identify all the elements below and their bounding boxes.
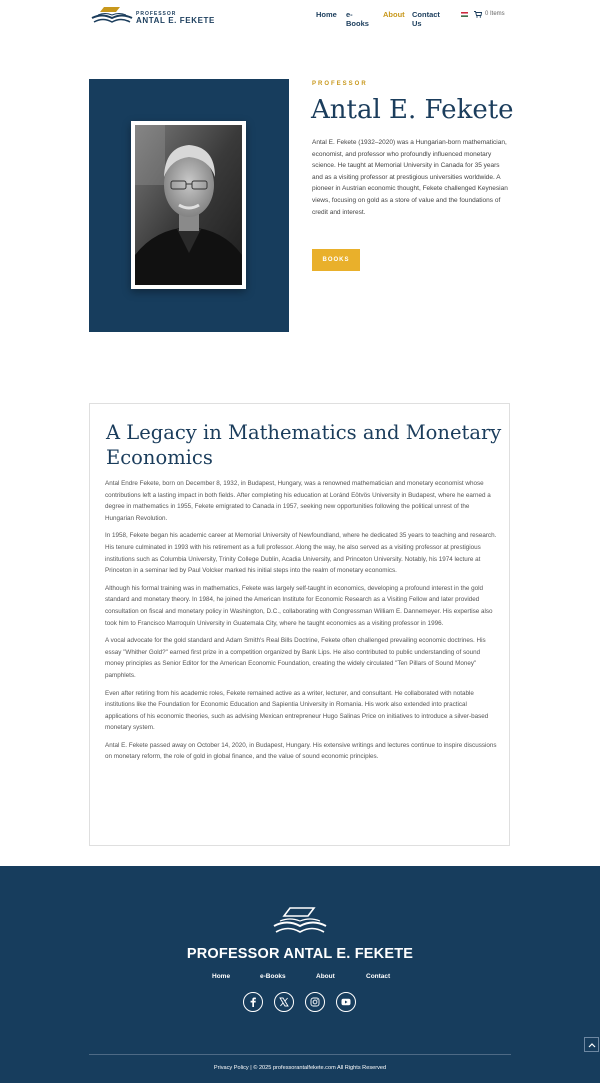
- footer-legal: [0, 1065, 600, 1071]
- legacy-paragraph: Although his formal training was in mathematics, Fekete was largely self-taught in economics, developing a profound interest in the gold standard and monetary theory. In 1984, he joined the American Institute for Economic Research as a Visiting Fellow and later provided consultation on fiscal and monetary policy in Washington, D.C., collaborating with Congressman William E. Dannemeyer. His expertise also took him to Francisco Marroquín University in Guatemala City, where he taught economics as a visiting professor in 1996.: [105, 584, 493, 627]
- footer-nav-home[interactable]: Home: [212, 973, 231, 980]
- back-to-top-button[interactable]: [584, 1037, 599, 1052]
- youtube-icon[interactable]: [336, 992, 356, 1012]
- nav-contact-us[interactable]: Contact Us: [412, 10, 440, 28]
- footer-nav-contact[interactable]: Contact: [366, 973, 391, 980]
- legacy-title: A Legacy in Mathematics and Monetary Economics: [106, 421, 502, 469]
- legacy-paragraph: A vocal advocate for the gold standard and Adam Smith's Real Bills Doctrine, Fekete often challenged prevailing economic doctrines. His essay "Whither Gold?" earned first prize in a competition organized by Bank Lips. He also contributed to public understanding of sound money principles as Senior Editor for the American Economic Foundation, creating the widely circulated "Ten Pillars of Sound Money" pamphlets.: [105, 637, 486, 679]
- legacy-body: [105, 478, 499, 769]
- footer-brand: PROFESSOR ANTAL E. FEKETE: [186, 946, 414, 962]
- privacy-policy-link[interactable]: Privacy Policy: [213, 1065, 249, 1071]
- legacy-card: [89, 403, 510, 846]
- footer-book-logo-icon[interactable]: [270, 904, 330, 938]
- hero-eyebrow: PROFESSOR: [312, 81, 368, 87]
- nav-ebooks[interactable]: e-Books: [346, 10, 369, 28]
- portrait-frame: [131, 121, 246, 289]
- footer-nav-ebooks[interactable]: e-Books: [260, 973, 286, 980]
- facebook-icon[interactable]: [243, 992, 263, 1012]
- chevron-up-icon: [588, 1042, 596, 1048]
- site-footer: [0, 866, 600, 1083]
- instagram-icon[interactable]: [305, 992, 325, 1012]
- site-logo[interactable]: [90, 4, 220, 26]
- legacy-paragraph: Antal E. Fekete passed away on October 14, 2020, in Budapest, Hungary. His extensive writings and lectures continue to inspire discussions on monetary reform, the role of gold in global finance, and the value of sound economic principles.: [105, 741, 497, 761]
- nav-about[interactable]: About: [383, 10, 405, 19]
- legacy-paragraph: Even after retiring from his academic roles, Fekete remained active as a writer, lecturer, and consultant. He collaborated with notable institutions like the Foundation for Economic Education and Sapientia University in Romania. His work also extended into practical applications of his economic theories, such as advising Mexican entrepreneur Hugo Salinas Price on initiatives to introduce a silver-based monetary system.: [105, 689, 489, 732]
- site-header: [0, 0, 600, 32]
- logo-name: ANTAL E. FEKETE: [136, 16, 215, 25]
- portrait-photo: [135, 125, 242, 285]
- footer-nav-about[interactable]: About: [316, 973, 335, 980]
- cart-count[interactable]: 0 Items: [485, 11, 505, 17]
- nav-home[interactable]: Home: [316, 10, 337, 19]
- logo-eyebrow: PROFESSOR: [136, 11, 177, 17]
- book-logo-icon: [90, 4, 134, 26]
- cart-icon[interactable]: [474, 11, 482, 18]
- hungary-flag-icon[interactable]: [461, 12, 468, 17]
- legal-separator: |: [250, 1065, 252, 1071]
- legacy-paragraph: In 1958, Fekete began his academic career at Memorial University of Newfoundland, where he dedicated 35 years to teaching and research. His tenure culminated in 1993 with his retirement as a full professor. Along the way, he also served as a visiting professor at prestigious institutions such as Columbia University, Trinity College Dublin, Acadia University, and Princeton University. Notably, his 1974 lecture at Princeton in a seminar led by Paul Volcker marked his initial steps into the realm of monetary economics.: [105, 532, 497, 575]
- hero-title: Antal E. Fekete: [311, 95, 514, 125]
- x-icon[interactable]: [274, 992, 294, 1012]
- footer-divider: [89, 1054, 511, 1055]
- copyright-text: © 2025 professorantalfekete.com All Rights Reserved: [253, 1065, 387, 1071]
- legacy-paragraph: Antal Endre Fekete, born on December 8, 1932, in Budapest, Hungary, was a renowned mathematician and monetary economist whose contributions left a lasting impact in both fields. After completing his education at Loránd Eötvös University in Budapest, where he earned a degree in mathematics in 1955, Fekete emigrated to Canada in 1957, seeking new opportunities following the political unrest of the Hungarian Revolution.: [105, 480, 491, 522]
- books-button[interactable]: BOOKS: [312, 249, 360, 271]
- hero-bio: Antal E. Fekete (1932–2020) was a Hungarian-born mathematician, economist, and professor who profoundly influenced monetary science. He taught at Memorial University in Canada for 35 years and as a visiting professor at prestigious universities worldwide. A pioneer in Austrian economic thought, Fekete challenged Keynesian views, focusing on gold as a store of value and the foundations of credit and interest.: [312, 139, 508, 216]
